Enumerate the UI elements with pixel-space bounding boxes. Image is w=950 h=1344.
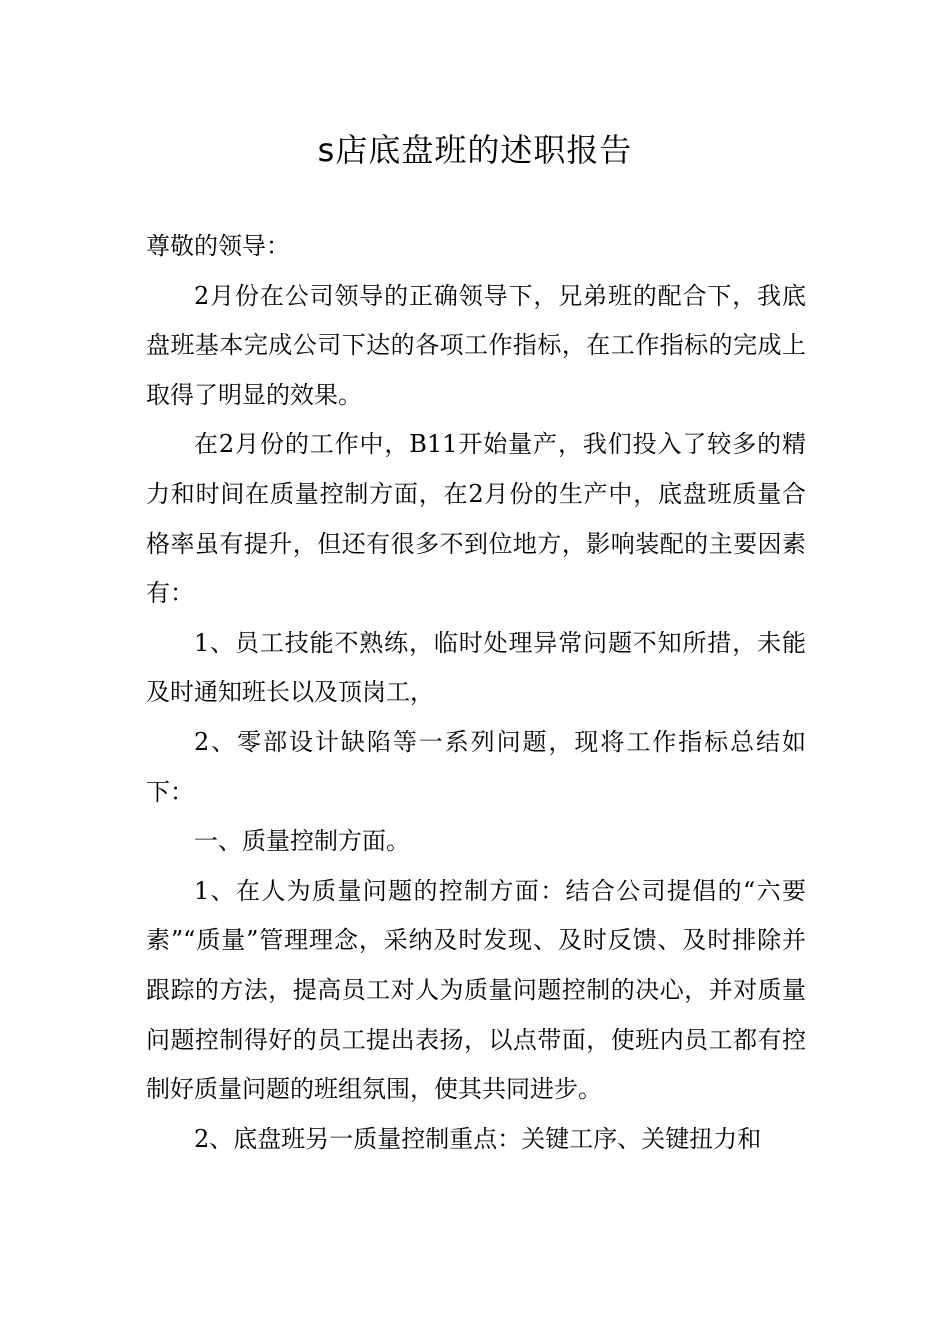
salutation: 尊敬的领导： <box>146 232 290 260</box>
document-body <box>146 222 806 1164</box>
document-title: s店底盘班的述职报告 <box>317 131 633 169</box>
paragraph-quality-2: 2、底盘班另一质量控制重点：关键工序、关键扭力和 <box>194 1124 762 1153</box>
paragraph-february-work: 在2月份的工作中，B11开始量产，我们投入了较多的精力和时间在质量控制方面，在2月份的生产中，底盘班质量合格率虽有提升，但还有很多不到位地方，影响装配的主要因素有： <box>146 430 806 608</box>
paragraph-factor-2: 2、零部设计缺陷等一系列问题，现将工作指标总结如下： <box>146 727 806 806</box>
paragraph-quality-1: 1、在人为质量问题的控制方面：结合公司提倡的“六要素”“质量”管理理念，采纳及时发现、及时反馈、及时排除并跟踪的方法，提高员工对人为质量问题控制的决心，并对质量问题控制得好的员工提出表扬，以点带面，使班内员工都有控制好质量问题的班组氛围，使其共同进步。 <box>146 876 806 1104</box>
paragraph-factor-1: 1、员工技能不熟练，临时处理异常问题不知所措，未能及时通知班长以及顶岗工， <box>146 628 806 707</box>
paragraph-summary: 2月份在公司领导的正确领导下，兄弟班的配合下，我底盘班基本完成公司下达的各项工作指标，在工作指标的完成上取得了明显的效果。 <box>146 281 806 409</box>
section-heading-quality: 一、质量控制方面。 <box>194 827 410 856</box>
